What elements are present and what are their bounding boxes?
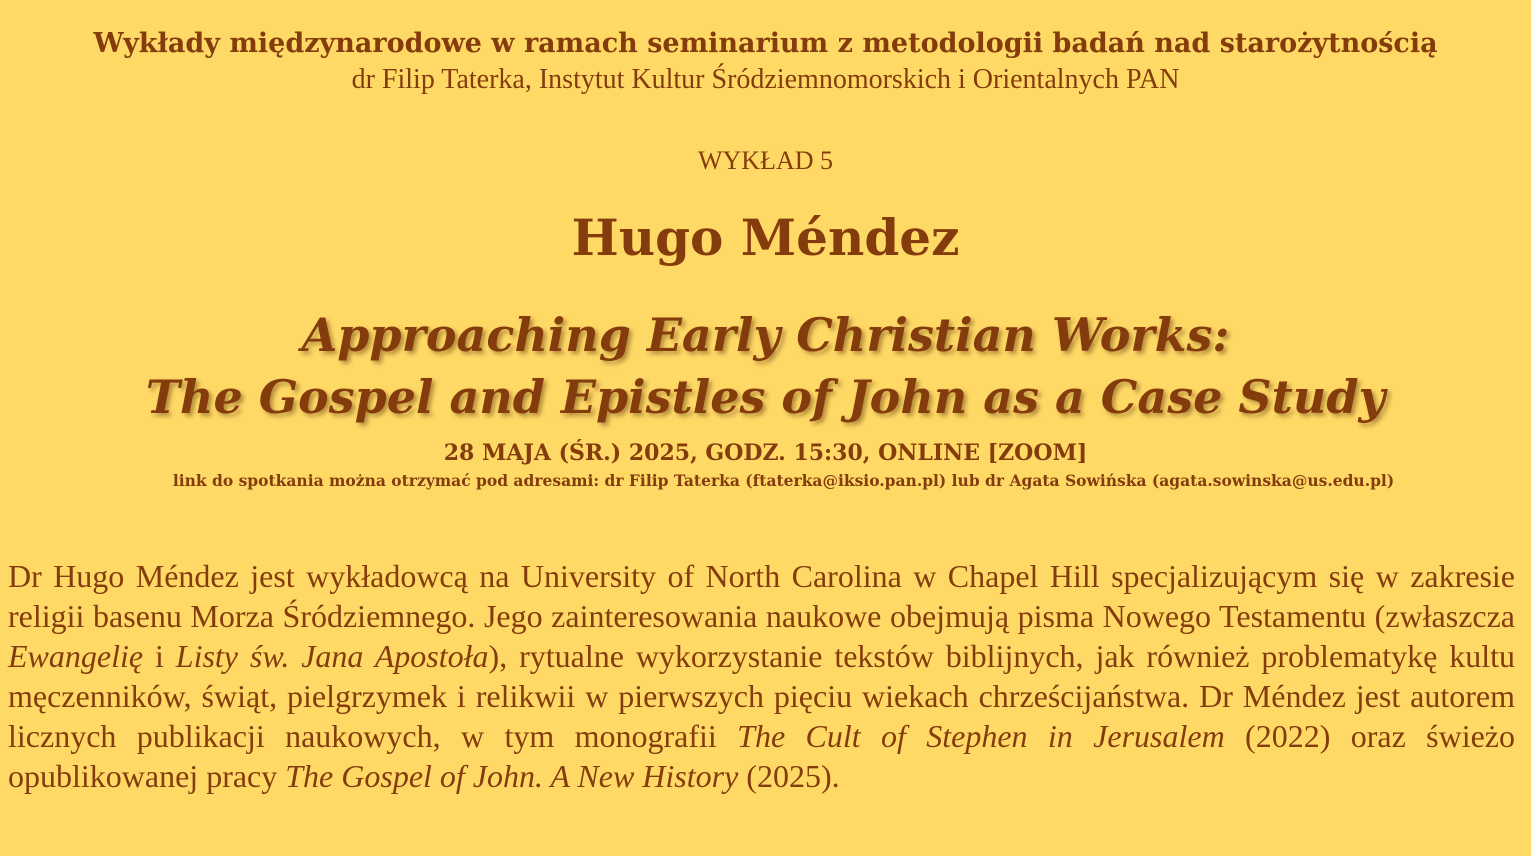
bio-text-2: i	[143, 638, 176, 674]
lecture-title	[0, 304, 1531, 428]
date-time: 28 MAJA (ŚR.) 2025, GODZ. 15:30, ONLINE [ZOOM]	[443, 440, 1088, 466]
speaker-name: Hugo Méndez	[571, 208, 960, 267]
lecture-title-line-1: Approaching Early Christian Works:	[301, 308, 1230, 362]
bio-italic-4: The Gospel of John. A New History	[285, 758, 739, 794]
bio-text-1: Dr Hugo Méndez jest wykładowcą na University of North Carolina w Chapel Hill specjalizującym się w zakresie religii basenu Morza Śródziemnego. Jego zainteresowania naukowe obejmują pisma Nowego Testamentu (zwłaszcza	[8, 558, 1515, 634]
organizer-line: dr Filip Taterka, Instytut Kultur Śródziemnomorskich i Orientalnych PAN	[351, 64, 1180, 95]
lecture-title-line-2: The Gospel and Epistles of John as a Case Study	[145, 370, 1386, 424]
bio-text-3: ), rytualne wykorzystanie tekstów biblijnych, jak również problematykę kultu męczenników, świąt, pielgrzymek i relikwii w pierwszych pięciu wiekach chrześcijaństwa. Dr Méndez jest autorem licznych publikacji naukowych, w tym monografii	[8, 638, 1516, 754]
bio-italic-3: The Cult of Stephen in Jerusalem	[737, 718, 1225, 754]
bio-text-4: (2022) oraz świeżo opublikowanej pracy	[8, 718, 1516, 794]
lecture-number: WYKŁAD 5	[697, 146, 834, 175]
contact-info: link do spotkania można otrzymać pod adresami: dr Filip Taterka (ftaterka@iksio.pan.pl) lub dr Agata Sowińska (agata.sowinska@us.edu.pl)	[172, 471, 1395, 490]
bio-italic-2: Listy św. Jana Apostoła	[175, 638, 489, 674]
bio-italic-1: Ewangelię	[8, 638, 144, 674]
speaker-bio	[8, 556, 1515, 796]
series-title: Wykłady międzynarodowe w ramach seminarium z metodologii badań nad starożytnością	[93, 28, 1438, 59]
bio-text-5: (2025).	[738, 758, 840, 794]
